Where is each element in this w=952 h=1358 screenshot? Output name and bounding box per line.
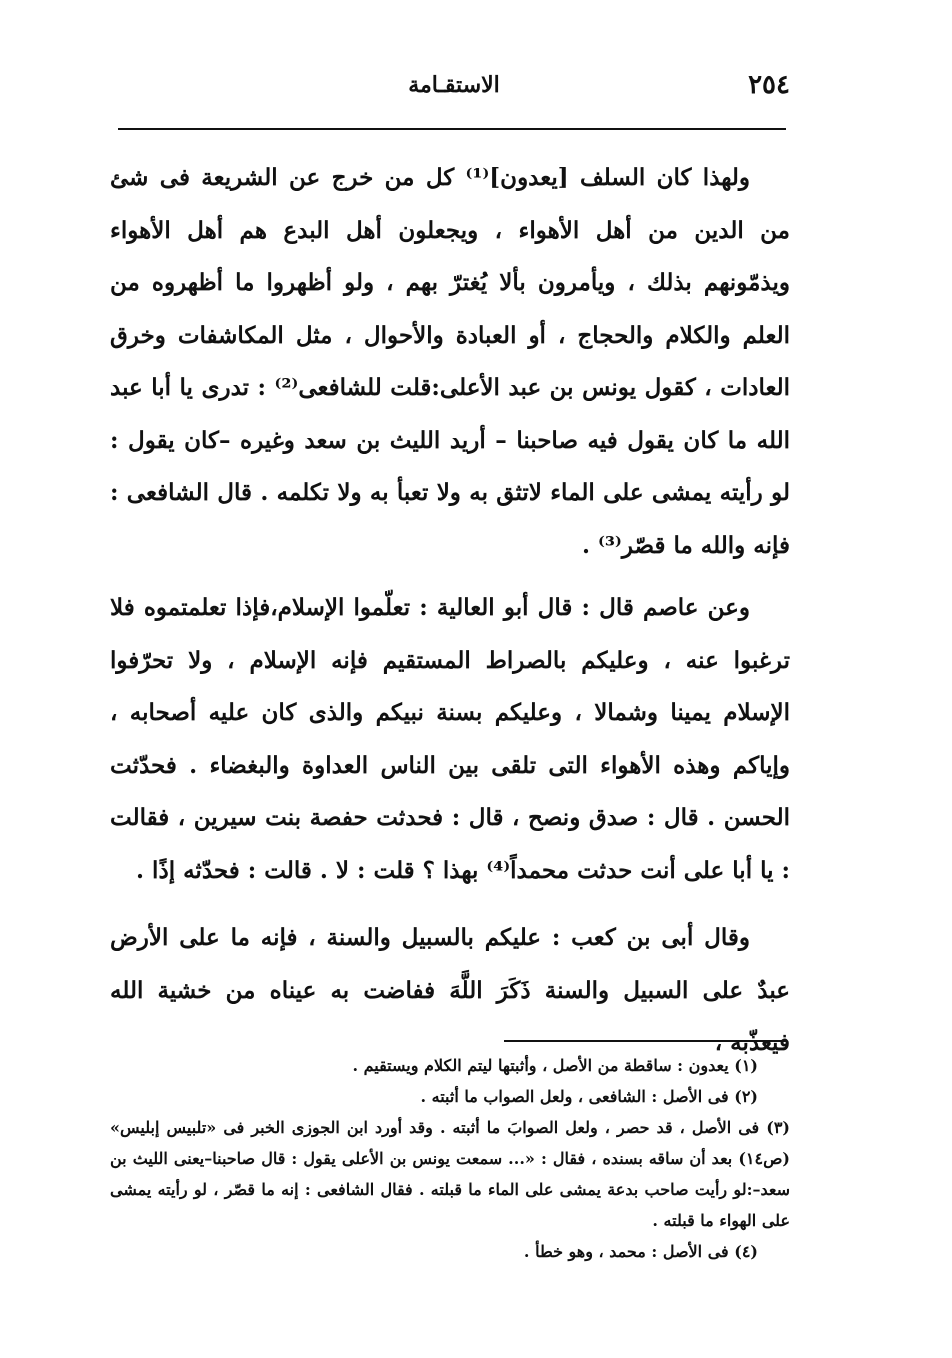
running-title: الاستقـامة xyxy=(408,72,500,98)
footnote-2: (٢) فى الأصل : الشافعى ، ولعل الصواب ما أثبته . xyxy=(420,1087,758,1106)
footnotes xyxy=(110,1050,790,1267)
main-text xyxy=(110,152,790,1070)
footnote-3: (٣) فى الأصل ، قد حصر ، ولعل الصوابَ ما أثبته . وقد أورد ابن الجوزى الخبر فى «تلبيس إبليس» (ص١٤) بعد أن ساقه بسنده ، فقال : «... سمعت يونس بن الأعلى يقول : قال صاحبنا–يعنى الليث بن سعد–:لو رأيت صاحب بدعة يمشى على الماء ما قبلته . فقال الشافعى : إنه ما قصّر ، لو رأيته يمشى على الهواء ما قبلته . xyxy=(110,1118,790,1230)
page-number: ٢٥٤ xyxy=(748,70,790,100)
footnote-rule xyxy=(504,1040,786,1042)
paragraph-3: وقال أبى بن كعب : عليكم بالسبيل والسنة ، فإنه ما على الأرض عبدٌ على السبيل والسنة ذَكَرَ اللَّهَ ففاضت به عيناه من خشية الله فيعذّبه ، xyxy=(110,924,790,1056)
footnote-1: (١) يعدون : ساقطة من الأصل ، وأثبتها ليتم الكلام ويستقيم . xyxy=(352,1056,758,1075)
paragraph-2: وعن عاصم قال : قال أبو العالية : تعلّموا الإسلام،فإذا تعلمتموه فلا ترغبوا عنه ، وعليكم بالصراط المستقيم فإنه الإسلام ، ولا تحرّفوا الإسلام يمينا وشمالا ، وعليكم بسنة نبيكم والذى كان عليه أصحابه ، وإياكم وهذه الأهواء التى تلقى بين الناس العداوة والبغضاء . فحدّثت الحسن . قال : صدق ونصح ، قال : فحدثت حفصة بنت سيرين ، فقالت : يا أبا على أنت حدثت محمداً⁽⁴⁾ بهذا ؟ قلت : لا . قالت : فحدّثه إذًا . xyxy=(110,594,790,884)
header-rule xyxy=(118,128,786,130)
paragraph-1: ولهذا كان السلف [يعدون]⁽¹⁾ كل من خرج عن الشريعة فى شئ من الدين من أهل الأهواء ، ويجعلون أهل البدع هم أهل الأهواء ويذمّونهم بذلك ، ويأمرون بألا يُغترّ بهم ، ولو أظهروا ما أظهروه من العلم والكلام والحجاج ، أو العبادة والأحوال ، مثل المكاشفات وخرق العادات ، كقول يونس بن عبد الأعلى:قلت للشافعى⁽²⁾ : تدرى يا أبا عبد الله ما كان يقول فيه صاحبنا – أريد الليث بن سعد وغيره –كان يقول : لو رأيته يمشى على الماء لاتثق به ولا تعبأ به ولا تكلمه . قال الشافعى : فإنه والله ما قصّر⁽³⁾ . xyxy=(110,164,790,559)
page-header xyxy=(118,70,790,110)
footnote-4: (٤) فى الأصل : محمد ، وهو خطأ . xyxy=(523,1242,758,1261)
